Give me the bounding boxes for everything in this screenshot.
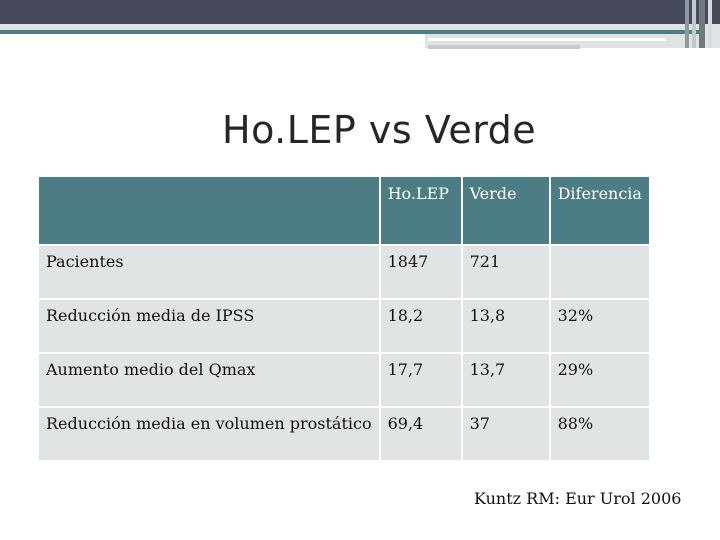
top-decoration-bar bbox=[0, 0, 720, 24]
holep-value: 1847 bbox=[380, 245, 462, 299]
table-row bbox=[38, 407, 650, 461]
decoration-tick bbox=[685, 0, 689, 48]
decoration-line bbox=[428, 45, 580, 49]
difference-value: 32% bbox=[550, 299, 650, 353]
verde-value: 37 bbox=[462, 407, 550, 461]
table-row bbox=[38, 245, 650, 299]
table-row bbox=[38, 353, 650, 407]
decoration-tick bbox=[699, 0, 705, 48]
difference-value: 29% bbox=[550, 353, 650, 407]
holep-value: 69,4 bbox=[380, 407, 462, 461]
decoration-tick bbox=[708, 0, 712, 48]
slide-title: Ho.LEP vs Verde bbox=[222, 108, 537, 152]
header-cell-holep: Ho.LEP bbox=[380, 176, 462, 245]
difference-value bbox=[550, 245, 650, 299]
decoration-ticks bbox=[685, 0, 720, 48]
row-label: Aumento medio del Qmax bbox=[38, 353, 380, 407]
row-label: Pacientes bbox=[38, 245, 380, 299]
header-cell-verde: Verde bbox=[462, 176, 550, 245]
holep-value: 18,2 bbox=[380, 299, 462, 353]
difference-value: 88% bbox=[550, 407, 650, 461]
holep-value: 17,7 bbox=[380, 353, 462, 407]
verde-value: 13,7 bbox=[462, 353, 550, 407]
comparison-table bbox=[37, 175, 651, 462]
decoration-line bbox=[428, 38, 666, 41]
row-label: Reducción media en volumen prostático bbox=[38, 407, 380, 461]
header-cell-diferencia: Diferencia bbox=[550, 176, 650, 245]
verde-value: 721 bbox=[462, 245, 550, 299]
header-cell-empty bbox=[38, 176, 380, 245]
row-label: Reducción media de IPSS bbox=[38, 299, 380, 353]
table-header-row bbox=[38, 176, 650, 245]
table-row bbox=[38, 299, 650, 353]
decoration-tick bbox=[692, 0, 696, 48]
citation: Kuntz RM: Eur Urol 2006 bbox=[474, 489, 682, 508]
verde-value: 13,8 bbox=[462, 299, 550, 353]
